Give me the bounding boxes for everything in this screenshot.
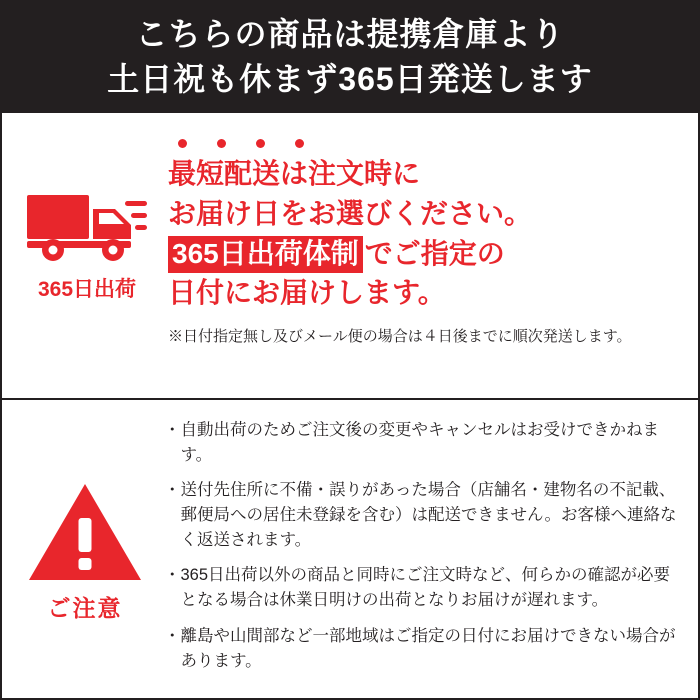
bullet-icon: ・ [164, 421, 181, 439]
list-item [164, 478, 686, 553]
delivery-line-1: 最短配送は注文時に [168, 158, 421, 189]
emphasis-dots [168, 139, 688, 148]
delivery-note: ※日付指定無し及びメール便の場合は４日後までに順次発送します。 [168, 328, 632, 345]
list-item [164, 418, 686, 468]
emphasis-dot [256, 139, 265, 148]
emphasis-dot [295, 139, 304, 148]
warning-triangle-icon [26, 480, 144, 584]
bullet-icon: ・ [164, 481, 181, 500]
list-item [164, 563, 686, 613]
caution-note-text: 自動出荷のためご注文後の変更やキャンセルはお受けできかねます。 [180, 421, 659, 465]
caution-note-text: 365日出荷以外の商品と同時にご注文時など、何らかの確認が必要となる場合は休業日明けの出荷となりお届けが遅れます。 [180, 566, 671, 610]
header-line-2: 土日祝も休まず365日発送します [107, 60, 593, 97]
warning-column [10, 414, 160, 690]
caution-note-text: 送付先住所に不備・誤りがあった場合（店舗名・建物名の不記載、郵便局への居住未登録を含む）は配送できません。お客様へ連絡なく返送されます。 [180, 481, 677, 550]
list-item [164, 624, 686, 674]
emphasis-dot [178, 139, 187, 148]
emphasis-dot [217, 139, 226, 148]
delivery-text-column [162, 123, 688, 390]
delivery-line-3-rest: でご指定の [364, 237, 505, 269]
delivery-section [0, 113, 700, 400]
bullet-icon: ・ [164, 566, 181, 585]
caution-caption: ご注意 [47, 595, 123, 621]
truck-column [12, 123, 162, 390]
caution-section [0, 400, 700, 700]
caution-note-text: 離島や山間部など一部地域はご指定の日付にお届けできない場合があります。 [180, 626, 676, 670]
banner-header [0, 0, 700, 113]
delivery-line-4: 日付にお届けします。 [168, 277, 446, 309]
header-line-1: こちらの商品は提携倉庫より [135, 16, 565, 53]
delivery-line-2: お届け日をお選びください。 [168, 197, 533, 229]
delivery-line-3 [168, 234, 688, 274]
bullet-icon: ・ [164, 626, 181, 645]
caution-notes-list [160, 414, 686, 690]
truck-caption: 365日出荷 [37, 278, 137, 301]
delivery-highlight: 365日出荷体制 [168, 236, 363, 273]
delivery-truck-icon [25, 179, 149, 265]
